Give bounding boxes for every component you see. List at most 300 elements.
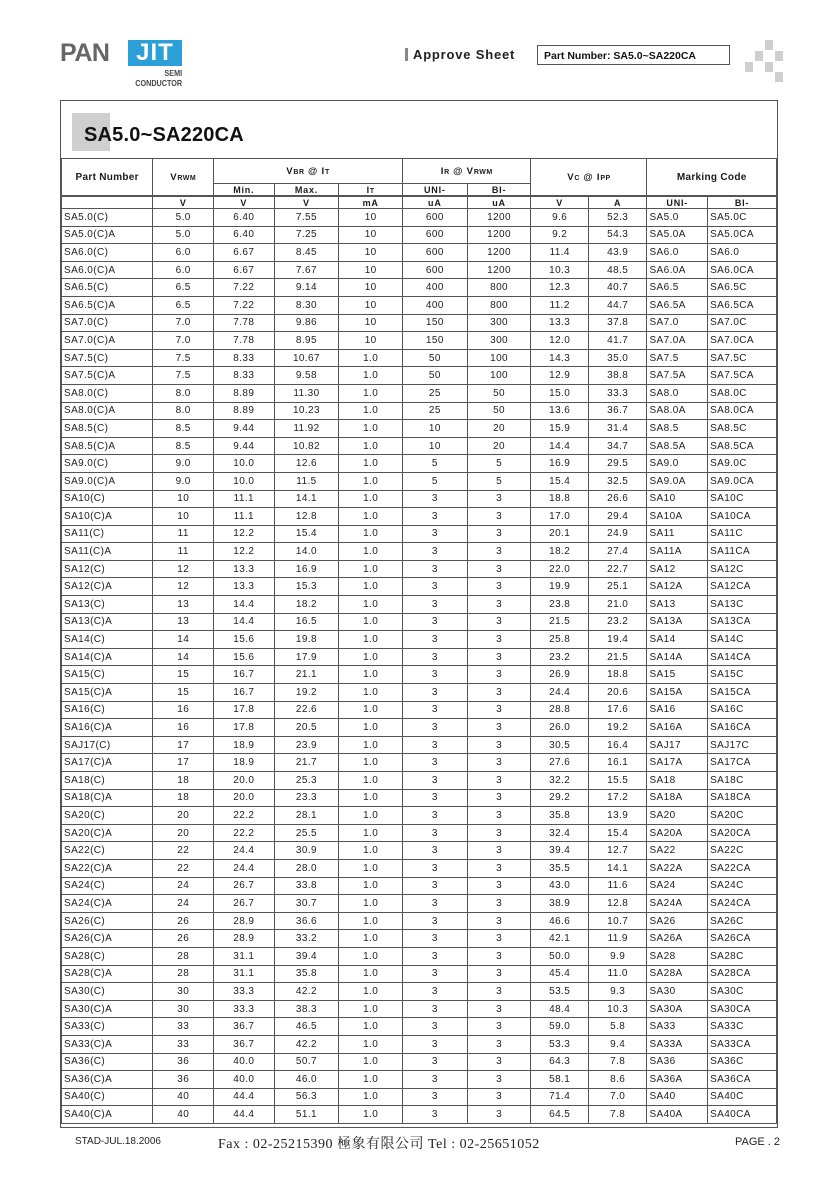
value-cell: 3 — [403, 859, 468, 877]
value-cell: 20.0 — [214, 772, 275, 790]
value-cell: 25.3 — [274, 772, 339, 790]
value-cell: 1200 — [467, 209, 531, 227]
table-row — [62, 1018, 777, 1036]
value-cell: 29.5 — [588, 455, 647, 473]
value-cell: 5 — [403, 472, 468, 490]
value-cell: 11.30 — [274, 384, 339, 402]
value-cell: 3 — [403, 666, 468, 684]
value-cell: 28.1 — [274, 807, 339, 825]
value-cell: 6.0 — [153, 261, 214, 279]
value-cell: 7.22 — [214, 296, 275, 314]
header-bi: BI- — [467, 184, 531, 197]
part-number-cell: SA5.0(C) — [62, 209, 153, 227]
value-cell: 1.0 — [339, 1106, 403, 1124]
marking-code-cell: SA13C — [708, 596, 777, 614]
value-cell: 1.0 — [339, 947, 403, 965]
marking-code-cell: SA26C — [708, 912, 777, 930]
value-cell: 3 — [467, 807, 531, 825]
value-cell: 15.9 — [531, 420, 589, 438]
value-cell: 3 — [403, 754, 468, 772]
value-cell: 10 — [153, 508, 214, 526]
value-cell: 10.82 — [274, 437, 339, 455]
value-cell: 10 — [339, 209, 403, 227]
value-cell: 13.3 — [214, 578, 275, 596]
page-title: SA5.0~SA220CA — [84, 124, 244, 146]
value-cell: 23.8 — [531, 596, 589, 614]
value-cell: 8.33 — [214, 367, 275, 385]
table-row — [62, 490, 777, 508]
value-cell: 14.3 — [531, 349, 589, 367]
value-cell: 3 — [467, 877, 531, 895]
value-cell: 24 — [153, 877, 214, 895]
value-cell: 8.95 — [274, 332, 339, 350]
value-cell: 1.0 — [339, 1000, 403, 1018]
value-cell: 15.5 — [588, 772, 647, 790]
value-cell: 7.78 — [214, 314, 275, 332]
value-cell: 16.7 — [214, 684, 275, 702]
value-cell: 48.5 — [588, 261, 647, 279]
marking-code-cell: SA7.5CA — [708, 367, 777, 385]
value-cell: 25.1 — [588, 578, 647, 596]
value-cell: 8.33 — [214, 349, 275, 367]
header-min: Min. — [214, 184, 275, 197]
value-cell: 33.2 — [274, 930, 339, 948]
value-cell: 25.5 — [274, 824, 339, 842]
value-cell: 100 — [467, 367, 531, 385]
value-cell: 23.9 — [274, 736, 339, 754]
marking-code-cell: SA12C — [708, 560, 777, 578]
value-cell: 300 — [467, 314, 531, 332]
marking-code-cell: SA6.5 — [647, 279, 708, 297]
part-number-cell: SA8.0(C) — [62, 384, 153, 402]
value-cell: 29.2 — [531, 789, 589, 807]
part-number-cell: SA26(C)A — [62, 930, 153, 948]
value-cell: 36.6 — [274, 912, 339, 930]
value-cell: 8.5 — [153, 420, 214, 438]
part-number-cell: SA28(C) — [62, 947, 153, 965]
part-number-cell: SA12(C)A — [62, 578, 153, 596]
value-cell: 59.0 — [531, 1018, 589, 1036]
part-number-cell: SA8.5(C) — [62, 420, 153, 438]
part-number-cell: SA18(C) — [62, 772, 153, 790]
value-cell: 1.0 — [339, 895, 403, 913]
part-number-cell: SA8.0(C)A — [62, 402, 153, 420]
value-cell: 22.6 — [274, 701, 339, 719]
marking-code-cell: SA8.0 — [647, 384, 708, 402]
marking-code-cell: SA24A — [647, 895, 708, 913]
value-cell: 19.2 — [588, 719, 647, 737]
marking-code-cell: SA18 — [647, 772, 708, 790]
value-cell: 26 — [153, 930, 214, 948]
marking-code-cell: SA18CA — [708, 789, 777, 807]
part-number-cell: SA8.5(C)A — [62, 437, 153, 455]
value-cell: 12.9 — [531, 367, 589, 385]
value-cell: 14 — [153, 648, 214, 666]
marking-code-cell: SA36 — [647, 1053, 708, 1071]
value-cell: 3 — [467, 648, 531, 666]
value-cell: 50 — [467, 384, 531, 402]
value-cell: 3 — [467, 560, 531, 578]
value-cell: 3 — [403, 842, 468, 860]
value-cell: 3 — [403, 1035, 468, 1053]
value-cell: 8.0 — [153, 384, 214, 402]
value-cell: 45.4 — [531, 965, 589, 983]
value-cell: 6.40 — [214, 226, 275, 244]
value-cell: 33.3 — [214, 983, 275, 1001]
part-number-cell: SA15(C)A — [62, 684, 153, 702]
value-cell: 23.2 — [531, 648, 589, 666]
table-row — [62, 402, 777, 420]
value-cell: 64.3 — [531, 1053, 589, 1071]
marking-code-cell: SA6.5CA — [708, 296, 777, 314]
value-cell: 40.0 — [214, 1071, 275, 1089]
logo-sub-line2: CONDUCTOR — [135, 78, 182, 88]
value-cell: 10.3 — [531, 261, 589, 279]
header-marking-code: Marking Code — [647, 159, 777, 197]
value-cell: 3 — [467, 930, 531, 948]
value-cell: 3 — [467, 772, 531, 790]
value-cell: 56.3 — [274, 1088, 339, 1106]
table-row — [62, 719, 777, 737]
table-row — [62, 1088, 777, 1106]
value-cell: 9.14 — [274, 279, 339, 297]
value-cell: 7.78 — [214, 332, 275, 350]
value-cell: 16.5 — [274, 613, 339, 631]
value-cell: 3 — [403, 824, 468, 842]
unit-cell: uA — [467, 196, 531, 209]
footer-page-number: PAGE . 2 — [735, 1136, 781, 1148]
marking-code-cell: SA6.5C — [708, 279, 777, 297]
marking-code-cell: SA20A — [647, 824, 708, 842]
value-cell: 19.9 — [531, 578, 589, 596]
value-cell: 1200 — [467, 226, 531, 244]
marking-code-cell: SA22C — [708, 842, 777, 860]
value-cell: 15.6 — [214, 631, 275, 649]
value-cell: 1.0 — [339, 1018, 403, 1036]
value-cell: 71.4 — [531, 1088, 589, 1106]
table-row — [62, 631, 777, 649]
value-cell: 3 — [467, 947, 531, 965]
marking-code-cell: SA24CA — [708, 895, 777, 913]
value-cell: 24.4 — [531, 684, 589, 702]
marking-code-cell: SA28C — [708, 947, 777, 965]
table-row — [62, 596, 777, 614]
value-cell: 3 — [467, 842, 531, 860]
value-cell: 9.44 — [214, 420, 275, 438]
value-cell: 3 — [467, 719, 531, 737]
value-cell: 33.3 — [588, 384, 647, 402]
value-cell: 8.45 — [274, 244, 339, 262]
marking-code-cell: SA12CA — [708, 578, 777, 596]
part-number-cell: SA11(C)A — [62, 543, 153, 561]
table-row — [62, 947, 777, 965]
marking-code-cell: SA8.0CA — [708, 402, 777, 420]
table-row — [62, 437, 777, 455]
value-cell: 8.89 — [214, 402, 275, 420]
value-cell: 15.4 — [274, 525, 339, 543]
unit-cell: uA — [403, 196, 468, 209]
value-cell: 10 — [153, 490, 214, 508]
table-row — [62, 1000, 777, 1018]
marking-code-cell: SA8.5CA — [708, 437, 777, 455]
value-cell: 26.9 — [531, 666, 589, 684]
value-cell: 12.3 — [531, 279, 589, 297]
value-cell: 3 — [403, 508, 468, 526]
value-cell: 8.30 — [274, 296, 339, 314]
table-row — [62, 578, 777, 596]
value-cell: 11.0 — [588, 965, 647, 983]
marking-code-cell: SA30A — [647, 1000, 708, 1018]
value-cell: 18.2 — [274, 596, 339, 614]
value-cell: 21.7 — [274, 754, 339, 772]
marking-code-cell: SA26A — [647, 930, 708, 948]
marking-code-cell: SA28 — [647, 947, 708, 965]
table-row — [62, 261, 777, 279]
value-cell: 30.5 — [531, 736, 589, 754]
value-cell: 6.0 — [153, 244, 214, 262]
marking-code-cell: SA8.5C — [708, 420, 777, 438]
value-cell: 18.2 — [531, 543, 589, 561]
part-number-cell: SA7.5(C)A — [62, 367, 153, 385]
table-row — [62, 279, 777, 297]
part-number-cell: SA18(C)A — [62, 789, 153, 807]
part-number-cell: SA6.5(C) — [62, 279, 153, 297]
table-row — [62, 772, 777, 790]
marking-code-cell: SA26CA — [708, 930, 777, 948]
value-cell: 28.8 — [531, 701, 589, 719]
value-cell: 22.0 — [531, 560, 589, 578]
value-cell: 5 — [467, 455, 531, 473]
value-cell: 40 — [153, 1106, 214, 1124]
value-cell: 3 — [467, 1071, 531, 1089]
value-cell: 9.0 — [153, 472, 214, 490]
value-cell: 9.6 — [531, 209, 589, 227]
value-cell: 11.6 — [588, 877, 647, 895]
part-number-cell: SA30(C) — [62, 983, 153, 1001]
value-cell: 7.22 — [214, 279, 275, 297]
value-cell: 15.4 — [588, 824, 647, 842]
value-cell: 1.0 — [339, 1071, 403, 1089]
value-cell: 10 — [339, 332, 403, 350]
logo-subtitle — [135, 68, 182, 88]
value-cell: 17.2 — [588, 789, 647, 807]
marking-code-cell: SA7.0A — [647, 332, 708, 350]
value-cell: 7.5 — [153, 349, 214, 367]
marking-code-cell: SA9.0CA — [708, 472, 777, 490]
value-cell: 12.8 — [588, 895, 647, 913]
marking-code-cell: SA33CA — [708, 1035, 777, 1053]
header-vrwm: VRWM — [153, 159, 214, 197]
value-cell: 3 — [403, 1018, 468, 1036]
value-cell: 3 — [467, 508, 531, 526]
marking-code-cell: SA28A — [647, 965, 708, 983]
value-cell: 43.0 — [531, 877, 589, 895]
value-cell: 20 — [467, 420, 531, 438]
value-cell: 1.0 — [339, 402, 403, 420]
table-row — [62, 648, 777, 666]
marking-code-cell: SAJ17C — [708, 736, 777, 754]
value-cell: 32.2 — [531, 772, 589, 790]
unit-cell: V — [531, 196, 589, 209]
value-cell: 16.1 — [588, 754, 647, 772]
marking-code-cell: SA18A — [647, 789, 708, 807]
value-cell: 48.4 — [531, 1000, 589, 1018]
part-number-cell: SA30(C)A — [62, 1000, 153, 1018]
header-ir-vrwm: IR @ VRWM — [403, 159, 531, 184]
value-cell: 17.8 — [214, 701, 275, 719]
header-part-number: Part Number — [62, 159, 153, 197]
value-cell: 3 — [467, 1035, 531, 1053]
value-cell: 44.7 — [588, 296, 647, 314]
header-it: IT — [339, 184, 403, 197]
marking-code-cell: SA26 — [647, 912, 708, 930]
marking-code-cell: SA22 — [647, 842, 708, 860]
part-number-cell: SA6.0(C)A — [62, 261, 153, 279]
part-number-cell: SA6.0(C) — [62, 244, 153, 262]
value-cell: 1.0 — [339, 508, 403, 526]
table-row — [62, 789, 777, 807]
table-row — [62, 930, 777, 948]
value-cell: 10 — [339, 279, 403, 297]
part-number-cell: SA14(C) — [62, 631, 153, 649]
marking-code-cell: SA6.0 — [708, 244, 777, 262]
value-cell: 40.0 — [214, 1053, 275, 1071]
marking-code-cell: SA40A — [647, 1106, 708, 1124]
marking-code-cell: SA5.0C — [708, 209, 777, 227]
value-cell: 3 — [403, 684, 468, 702]
value-cell: 13.6 — [531, 402, 589, 420]
value-cell: 32.4 — [531, 824, 589, 842]
table-row — [62, 754, 777, 772]
marking-code-cell: SA11A — [647, 543, 708, 561]
value-cell: 10 — [339, 314, 403, 332]
value-cell: 50.0 — [531, 947, 589, 965]
value-cell: 16 — [153, 701, 214, 719]
value-cell: 46.0 — [274, 1071, 339, 1089]
marking-code-cell: SA17CA — [708, 754, 777, 772]
value-cell: 7.5 — [153, 367, 214, 385]
value-cell: 3 — [403, 1053, 468, 1071]
marking-code-cell: SA8.5A — [647, 437, 708, 455]
marking-code-cell: SA6.5A — [647, 296, 708, 314]
value-cell: 19.2 — [274, 684, 339, 702]
value-cell: 3 — [403, 1000, 468, 1018]
value-cell: 1.0 — [339, 1035, 403, 1053]
value-cell: 18.9 — [214, 736, 275, 754]
marking-code-cell: SA40C — [708, 1088, 777, 1106]
value-cell: 1.0 — [339, 684, 403, 702]
marking-code-cell: SA14 — [647, 631, 708, 649]
header-vbr-it: VBR @ IT — [214, 159, 403, 184]
value-cell: 5 — [403, 455, 468, 473]
table-row — [62, 1106, 777, 1124]
footer-contact: Fax : 02-25215390 極象有限公司 Tel : 02-25651052 — [218, 1137, 540, 1152]
marking-code-cell: SA11CA — [708, 543, 777, 561]
part-number-cell: SA26(C) — [62, 912, 153, 930]
marking-code-cell: SA9.0A — [647, 472, 708, 490]
value-cell: 14.4 — [214, 596, 275, 614]
value-cell: 9.86 — [274, 314, 339, 332]
value-cell: 40 — [153, 1088, 214, 1106]
value-cell: 12.2 — [214, 525, 275, 543]
value-cell: 16.9 — [274, 560, 339, 578]
value-cell: 30.7 — [274, 895, 339, 913]
table-row — [62, 314, 777, 332]
table-row — [62, 560, 777, 578]
value-cell: 3 — [467, 895, 531, 913]
table-row — [62, 349, 777, 367]
value-cell: 35.5 — [531, 859, 589, 877]
value-cell: 11.1 — [214, 508, 275, 526]
value-cell: 51.1 — [274, 1106, 339, 1124]
value-cell: 1.0 — [339, 965, 403, 983]
value-cell: 10.23 — [274, 402, 339, 420]
marking-code-cell: SA7.0CA — [708, 332, 777, 350]
value-cell: 33.8 — [274, 877, 339, 895]
value-cell: 28 — [153, 947, 214, 965]
unit-cell: V — [274, 196, 339, 209]
value-cell: 12 — [153, 560, 214, 578]
value-cell: 1200 — [467, 261, 531, 279]
table-row — [62, 543, 777, 561]
marking-code-cell: SA20CA — [708, 824, 777, 842]
marking-code-cell: SA7.5C — [708, 349, 777, 367]
value-cell: 17.9 — [274, 648, 339, 666]
value-cell: 3 — [467, 684, 531, 702]
value-cell: 11.92 — [274, 420, 339, 438]
marking-code-cell: SA36A — [647, 1071, 708, 1089]
value-cell: 3 — [403, 965, 468, 983]
table-row — [62, 965, 777, 983]
value-cell: 6.40 — [214, 209, 275, 227]
value-cell: 3 — [467, 736, 531, 754]
value-cell: 1.0 — [339, 543, 403, 561]
value-cell: 12.7 — [588, 842, 647, 860]
value-cell: 23.3 — [274, 789, 339, 807]
value-cell: 28.9 — [214, 930, 275, 948]
value-cell: 43.9 — [588, 244, 647, 262]
value-cell: 400 — [403, 279, 468, 297]
marking-code-cell: SA22CA — [708, 859, 777, 877]
value-cell: 3 — [467, 859, 531, 877]
value-cell: 28 — [153, 965, 214, 983]
value-cell: 50.7 — [274, 1053, 339, 1071]
value-cell: 11.9 — [588, 930, 647, 948]
value-cell: 1.0 — [339, 437, 403, 455]
unit-cell: mA — [339, 196, 403, 209]
value-cell: 7.8 — [588, 1106, 647, 1124]
value-cell: 20 — [153, 824, 214, 842]
value-cell: 7.0 — [153, 314, 214, 332]
value-cell: 600 — [403, 261, 468, 279]
value-cell: 33 — [153, 1035, 214, 1053]
value-cell: 7.25 — [274, 226, 339, 244]
value-cell: 7.0 — [153, 332, 214, 350]
value-cell: 20 — [467, 437, 531, 455]
marking-code-cell: SA20C — [708, 807, 777, 825]
part-number-cell: SA13(C)A — [62, 613, 153, 631]
value-cell: 3 — [467, 1018, 531, 1036]
value-cell: 1.0 — [339, 1053, 403, 1071]
marking-code-cell: SA12 — [647, 560, 708, 578]
unit-cell: A — [588, 196, 647, 209]
table-row — [62, 983, 777, 1001]
value-cell: 1.0 — [339, 666, 403, 684]
header-marking-bi: BI- — [708, 196, 777, 209]
value-cell: 1.0 — [339, 349, 403, 367]
value-cell: 19.8 — [274, 631, 339, 649]
marking-code-cell: SA40CA — [708, 1106, 777, 1124]
